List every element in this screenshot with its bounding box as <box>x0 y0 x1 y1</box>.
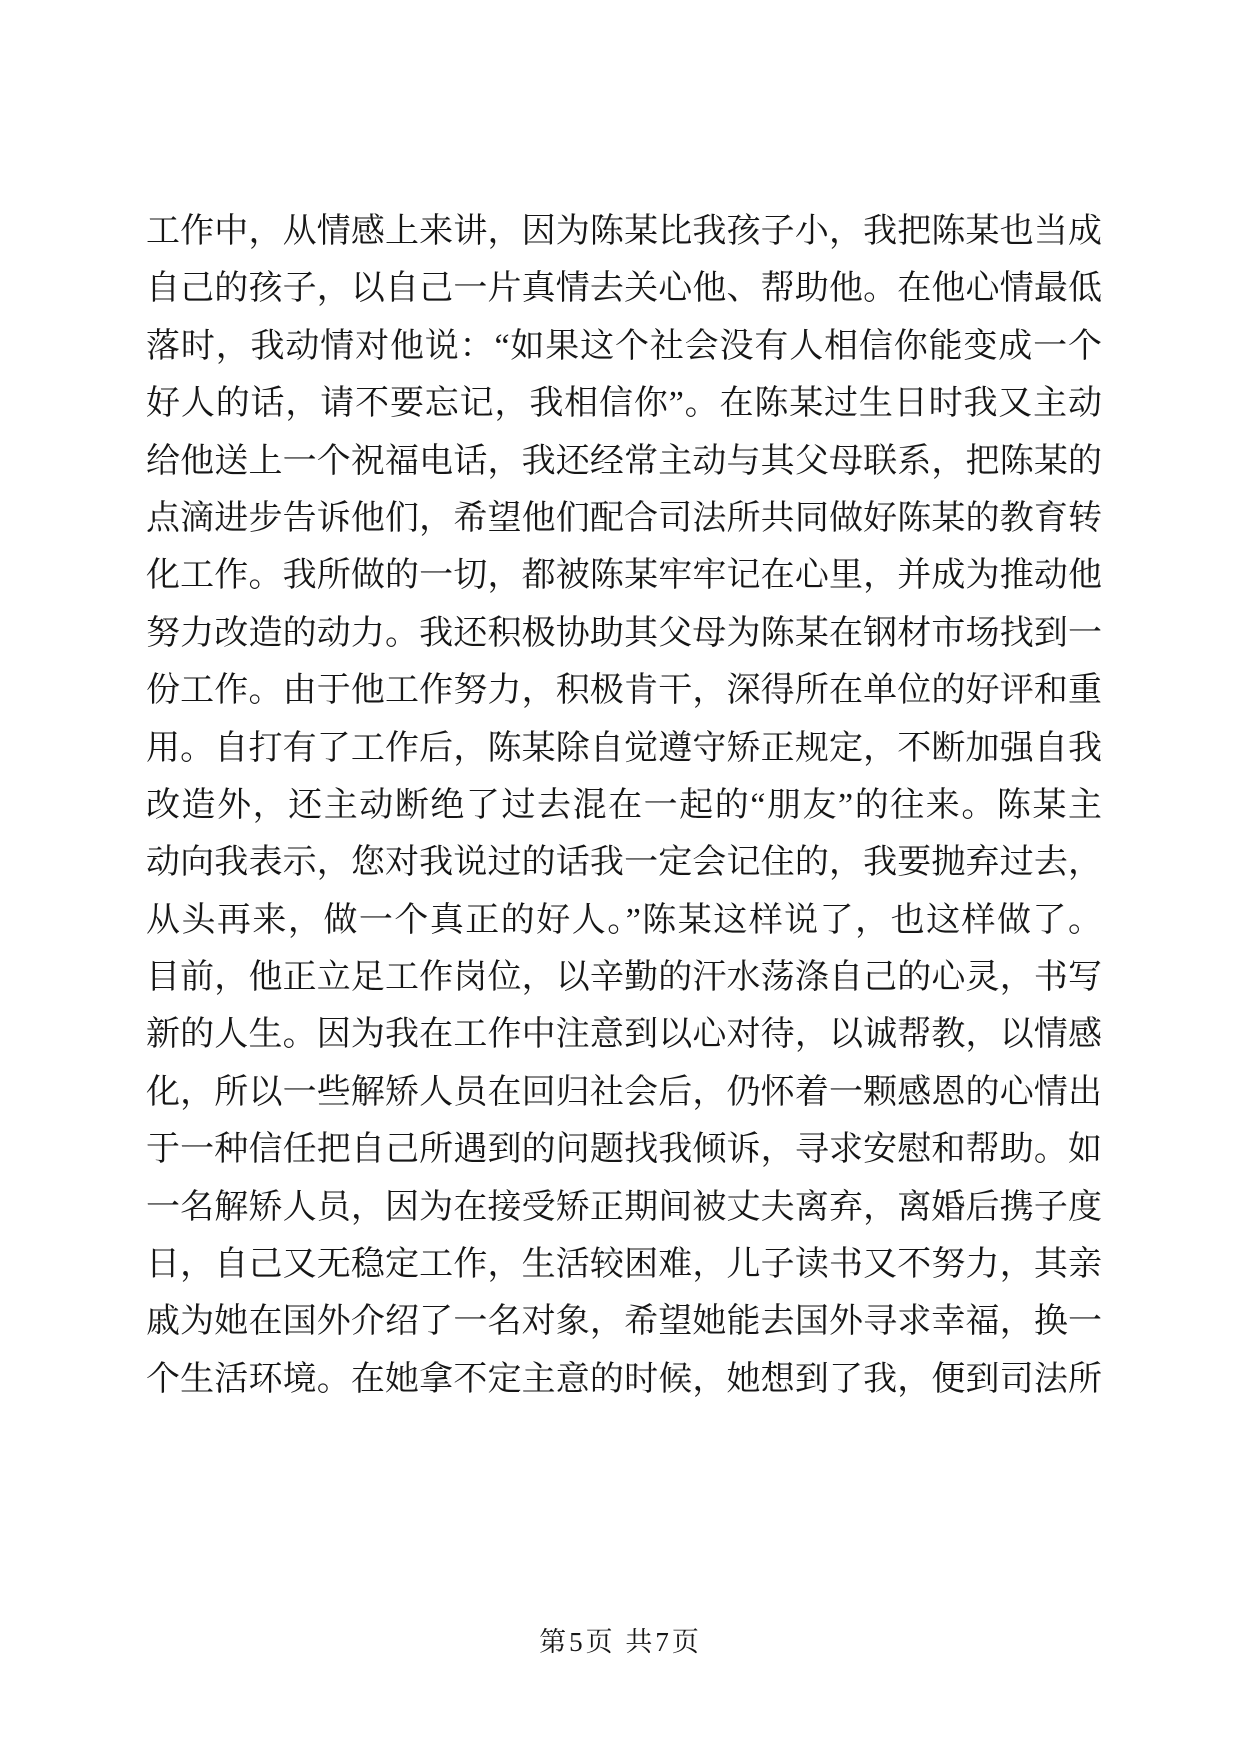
text-line: 日，自己又无稳定工作，生活较困难，儿子读书又不努力，其亲 <box>146 1246 1102 1284</box>
text-line: 动向我表示，您对我说过的话我一定会记住的，我要抛弃过去， <box>146 844 1102 882</box>
text-line: 点滴进步告诉他们，希望他们配合司法所共同做好陈某的教育转 <box>146 499 1102 537</box>
text-line: 改造外，还主动断绝了过去混在一起的“朋友”的往来。陈某主 <box>146 786 1102 824</box>
text-line: 目前，他正立足工作岗位，以辛勤的汗水荡涤自己的心灵，书写 <box>146 959 1102 997</box>
text-line: 从头再来，做一个真正的好人。”陈某这样说了，也这样做了。 <box>146 901 1102 939</box>
text-line: 一名解矫人员，因为在接受矫正期间被丈夫离弃，离婚后携子度 <box>146 1188 1102 1226</box>
document-body <box>146 203 1102 1408</box>
text-line: 落时，我动情对他说：“如果这个社会没有人相信你能变成一个 <box>146 327 1102 365</box>
text-line: 用。自打有了工作后，陈某除自觉遵守矫正规定，不断加强自我 <box>146 729 1102 767</box>
text-line: 于一种信任把自己所遇到的问题找我倾诉，寻求安慰和帮助。如 <box>146 1131 1102 1169</box>
text-line: 戚为她在国外介绍了一名对象，希望她能去国外寻求幸福，换一 <box>146 1303 1102 1341</box>
text-line: 努力改造的动力。我还积极协助其父母为陈某在钢材市场找到一 <box>146 614 1102 652</box>
text-line: 好人的话，请不要忘记，我相信你”。在陈某过生日时我又主动 <box>146 385 1102 423</box>
text-line: 化，所以一些解矫人员在回归社会后，仍怀着一颗感恩的心情出 <box>146 1073 1102 1111</box>
text-line: 个生活环境。在她拿不定主意的时候，她想到了我，便到司法所 <box>146 1360 1102 1398</box>
text-line: 份工作。由于他工作努力，积极肯干，深得所在单位的好评和重 <box>146 672 1102 710</box>
text-line: 工作中，从情感上来讲，因为陈某比我孩子小，我把陈某也当成 <box>146 213 1102 250</box>
text-line: 新的人生。因为我在工作中注意到以心对待，以诚帮教，以情感 <box>146 1016 1102 1054</box>
text-line: 化工作。我所做的一切，都被陈某牢牢记在心里，并成为推动他 <box>146 557 1102 595</box>
text-line: 给他送上一个祝福电话，我还经常主动与其父母联系，把陈某的 <box>146 442 1102 480</box>
text-line: 自己的孩子，以自己一片真情去关心他、帮助他。在他心情最低 <box>146 270 1102 308</box>
page-footer: 第5页 共7页 <box>539 1627 702 1657</box>
